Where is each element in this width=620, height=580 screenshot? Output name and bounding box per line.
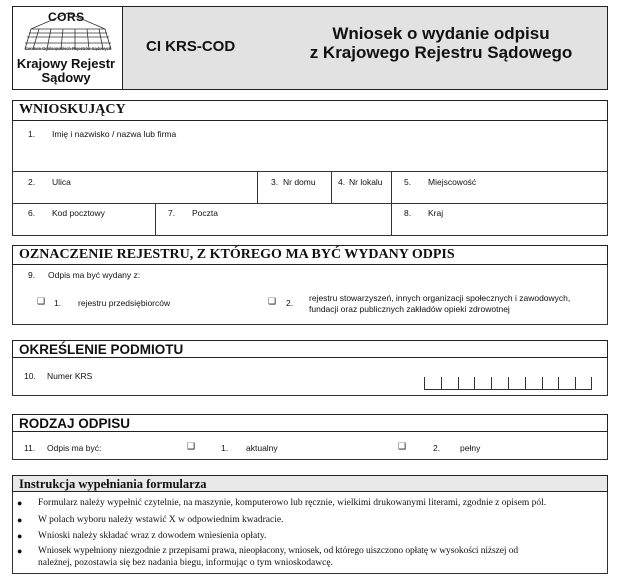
section-instructions-header — [12, 475, 608, 492]
country-label: Kraj — [428, 208, 444, 218]
copy-type-label: Odpis ma być: — [47, 443, 102, 453]
field-11-num: 11. — [24, 443, 36, 453]
post-office-label: Poczta — [192, 208, 218, 218]
krs-number-label: Numer KRS — [47, 371, 93, 381]
postal-code-label: Kod pocztowy — [52, 208, 105, 218]
field-9-num: 9. — [28, 270, 36, 280]
instruction-bullet-4: ● — [17, 546, 23, 556]
field-7-num: 7. — [168, 208, 176, 218]
register-opt2-num: 2. — [286, 298, 294, 308]
form-title-line2: z Krajowego Rejestru Sądowego — [309, 43, 573, 62]
krs-number-field[interactable] — [424, 376, 592, 390]
instruction-bullet-3: ● — [17, 531, 23, 541]
type-opt1-num: 1. — [221, 443, 229, 453]
instruction-1: Formularz należy wypełnić czytelnie, na maszynie, komputerowo lub ręcznie, wielkimi drukowanymi literami, zgodnie z opisem pól. — [38, 498, 547, 508]
checkbox-entrepreneurs-register[interactable]: ❑ — [37, 296, 46, 306]
type-opt1-label: aktualny — [246, 443, 278, 453]
field-8-num: 8. — [404, 208, 412, 218]
section-register-header — [12, 245, 608, 265]
street-label: Ulica — [52, 177, 71, 187]
section-instructions-title: Instrukcja wypełniania formularza — [19, 477, 207, 491]
section-entity-title: OKREŚLENIE PODMIOTU — [19, 342, 184, 357]
section-type-title: RODZAJ ODPISU — [19, 416, 131, 431]
field-name-label: Imię i nazwisko / nazwa lub firma — [52, 129, 177, 139]
instruction-bullet-2: ● — [17, 515, 23, 525]
house-number-label: Nr domu — [283, 177, 316, 187]
field-3-num: 3. — [271, 177, 279, 187]
section-applicant-title: WNIOSKUJĄCY — [19, 102, 126, 117]
checkbox-full-copy[interactable]: ❑ — [398, 441, 407, 451]
type-box — [12, 432, 608, 460]
instruction-2: W polach wyboru należy wstawić X w odpowiednim kwadracie. — [38, 515, 284, 525]
city-label: Miejscowość — [428, 177, 477, 187]
field-1-num: 1. — [28, 129, 36, 139]
field-10-num: 10. — [24, 371, 36, 381]
name-field[interactable] — [14, 142, 606, 170]
country-field[interactable] — [392, 220, 606, 234]
register-opt2-label-line2: fundacji oraz publicznych zakładów opieki zdrowotnej — [309, 304, 510, 314]
logo-name-line2: Sądowy — [41, 70, 91, 85]
form-code: CI KRS-COD — [146, 38, 236, 55]
postal-code-field[interactable] — [14, 220, 154, 234]
register-question-label: Odpis ma być wydany z: — [48, 270, 141, 280]
instruction-4: Wniosek wypełniony niezgodnie z przepisami prawa, nieopłacony, wniosek, od którego uiszczono opłatę w wysokości niższej od — [38, 546, 518, 556]
logo-name-line1: Krajowy Rejestr — [16, 56, 116, 71]
instruction-bullet-1: ● — [17, 498, 23, 508]
field-5-num: 5. — [404, 177, 412, 187]
logo-name — [14, 57, 118, 85]
section-entity-header — [12, 340, 608, 358]
house-number-field[interactable] — [258, 188, 328, 202]
register-opt2-label-line1: rejestru stowarzyszeń, innych organizacji społecznych i zawodowych, — [309, 293, 571, 303]
logo-abbr: CORS — [48, 10, 85, 24]
logo-subtitle: Centrum Ogólnopolskich Rejestrów Sądowych — [24, 46, 112, 51]
type-opt2-num: 2. — [433, 443, 441, 453]
field-6-num: 6. — [28, 208, 36, 218]
section-register-title: OZNACZENIE REJESTRU, Z KTÓREGO MA BYĆ WYDANY ODPIS — [19, 247, 455, 262]
field-4-num: 4. — [338, 177, 346, 187]
section-type-header — [12, 414, 608, 432]
instruction-4-cont: należnej, pozostawia się bez nadania biegu, informując o tym wnioskodawcę. — [38, 558, 333, 568]
section-applicant-header — [12, 100, 608, 121]
register-opt1-label: rejestru przedsiębiorców — [78, 298, 171, 308]
form-title-line1: Wniosek o wydanie odpisu — [332, 24, 550, 43]
street-field[interactable] — [14, 188, 254, 202]
checkbox-current-copy[interactable]: ❑ — [187, 441, 196, 451]
apartment-number-field[interactable] — [332, 188, 388, 202]
register-opt1-num: 1. — [54, 298, 62, 308]
checkbox-associations-register[interactable]: ❑ — [268, 296, 277, 306]
apartment-number-label: Nr lokalu — [349, 177, 383, 187]
instruction-3: Wnioski należy składać wraz z dowodem wniesienia opłaty. — [38, 531, 267, 541]
type-opt2-label: pełny — [460, 443, 481, 453]
field-2-num: 2. — [28, 177, 36, 187]
post-office-field[interactable] — [156, 220, 388, 234]
city-field[interactable] — [392, 188, 606, 202]
form-title — [274, 24, 608, 62]
